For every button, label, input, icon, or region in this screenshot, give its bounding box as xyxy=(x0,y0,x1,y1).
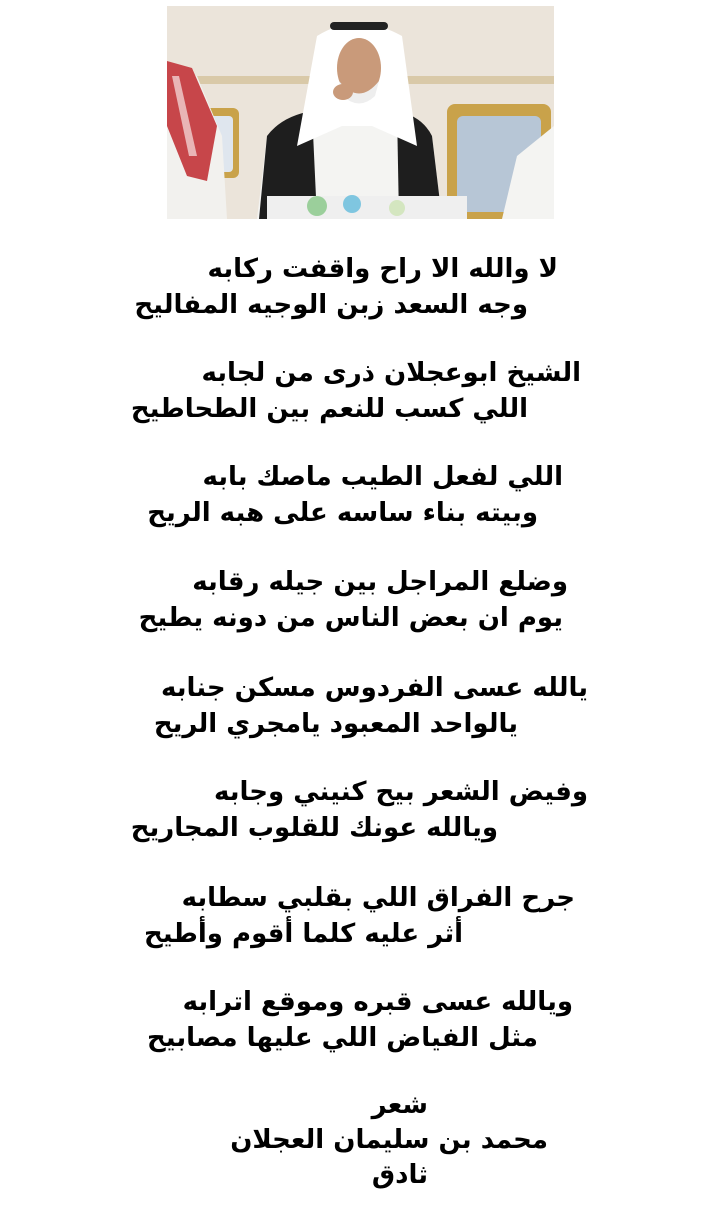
verse-4-first-hemistich: وضلع المراجل بين جيله رقابه xyxy=(192,567,568,597)
portrait-photo-illustration xyxy=(167,6,554,219)
verse-7-first-hemistich: جرح الفراق اللي بقلبي سطابه xyxy=(181,883,575,913)
credit-label: شعر xyxy=(371,1090,428,1120)
verse-8-first-hemistich: ويالله عسى قبره وموقع اترابه xyxy=(182,987,573,1017)
verse-1-second-hemistich: وجه السعد زبن الوجيه المفاليح xyxy=(134,290,528,320)
verse-6-first-hemistich: وفيض الشعر بيح كنيني وجابه xyxy=(213,777,588,807)
verse-5-first-hemistich: يالله عسى الفردوس مسكن جنابه xyxy=(160,673,588,703)
verse-2-first-hemistich: الشيخ ابوعجلان ذرى من لجابه xyxy=(201,358,581,388)
poet-origin: ثادق xyxy=(371,1160,428,1190)
verse-3-second-hemistich: وبيته بناء ساسه على هبه الريح xyxy=(147,498,538,528)
verse-2-second-hemistich: اللي كسب للنعم بين الطحاطيح xyxy=(130,394,528,424)
verse-6-second-hemistich: ويالله عونك للقلوب المجاريح xyxy=(130,813,498,843)
verse-3-first-hemistich: اللي لفعل الطيب ماصك بابه xyxy=(202,462,563,492)
verse-1-first-hemistich: لا والله الا راح واقفت ركابه xyxy=(207,254,558,284)
verse-8-second-hemistich: مثل الفياض اللي عليها مصابيح xyxy=(147,1023,538,1053)
poet-name: محمد بن سليمان العجلان xyxy=(230,1125,548,1155)
verse-7-second-hemistich: أثر عليه كلما أقوم وأطيح xyxy=(144,919,463,949)
verse-5-second-hemistich: يالواحد المعبود يامجري الريح xyxy=(153,709,518,739)
portrait-photo xyxy=(167,6,554,219)
verse-4-second-hemistich: يوم ان بعض الناس من دونه يطيح xyxy=(138,603,563,633)
